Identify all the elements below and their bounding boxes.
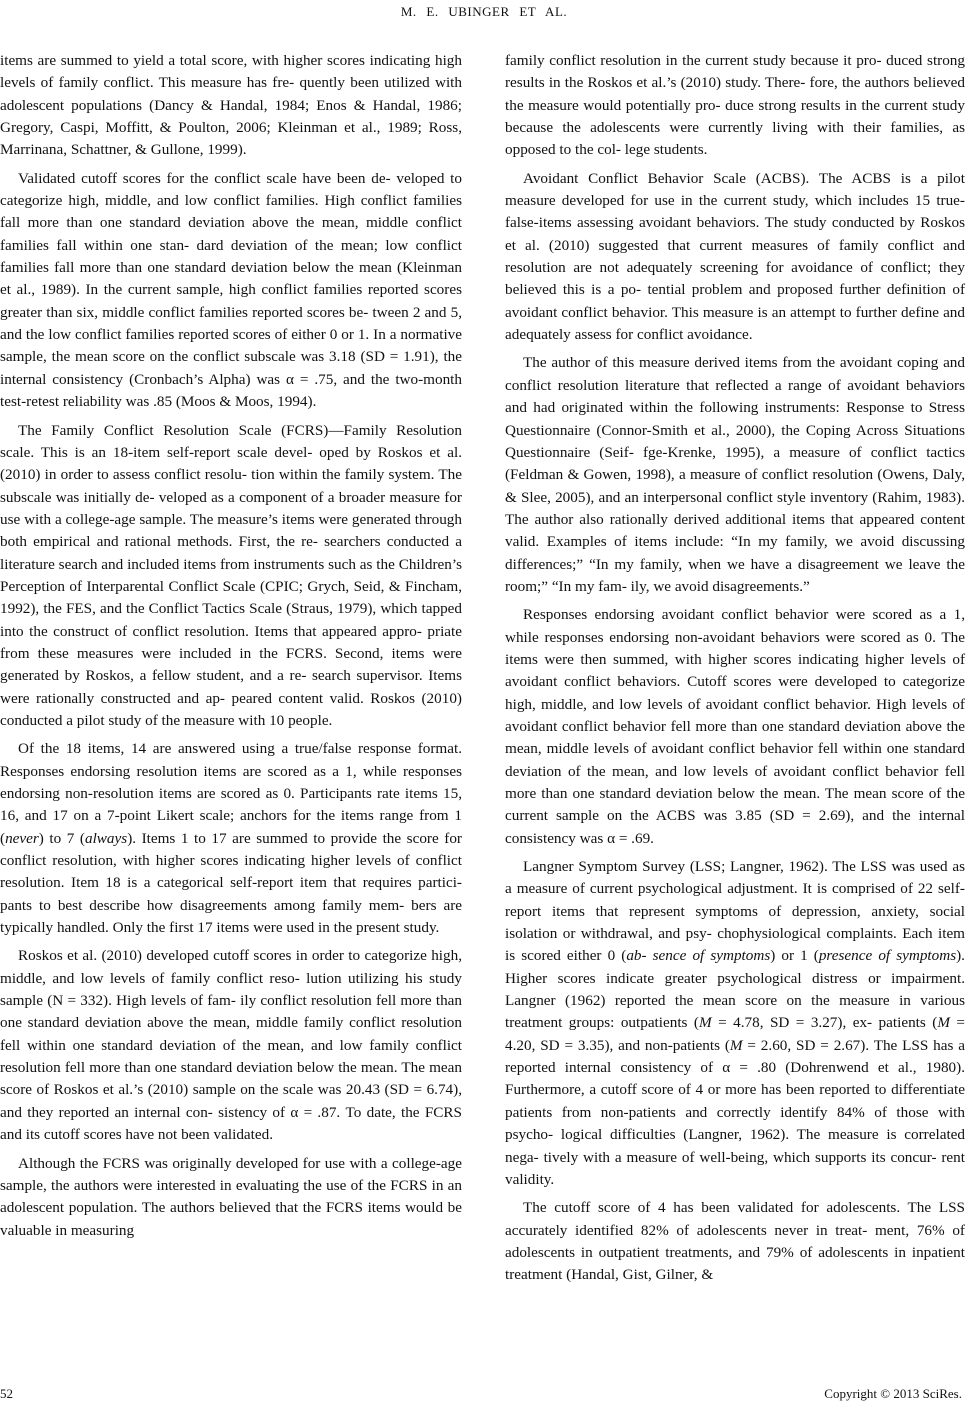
italic-term: M xyxy=(729,1036,743,1054)
text-run: = 4.20, SD = 3.35), and non-patients ( xyxy=(505,1014,965,1054)
italic-term: ab- sence of symptoms xyxy=(626,947,771,965)
paragraph xyxy=(0,738,462,939)
left-column xyxy=(0,50,462,1248)
text-run: Langner Symptom Survey (LSS; Langner, 1962). The LSS was used as a measure of current psychological adjustment. It is comprised of 22 self-report items that represent symptoms of depression, anxiety, social isolation or withdrawal, and psy- chophysiological complaints. Each item is scored either 0 ( xyxy=(505,858,965,965)
italic-term: M xyxy=(698,1014,712,1032)
italic-term: never xyxy=(5,829,39,847)
paragraph: The cutoff score of 4 has been validated for adolescents. The LSS accurately identified 82% of adolescents never in treat- ment, 76% of adolescents in outpatient treatments, and 79% of adolescents in inpatient treatment (Handal, Gist, Gilner, & xyxy=(505,1199,965,1284)
paragraph: The author of this measure derived items from the avoidant coping and conflict resolution literature that reflected a range of avoidant behaviors and had originated within the following instruments: Response to Stress Questionnaire (Connor-Smith et al., 2000), the Coping Across Situations Questionnaire (Seif- fge-Krenke, 1995), a measure of conflict tactics (Feldman & Gowen, 1998), a measure of conflict resolution (Owens, Daly, & Slee, 2005), and an interpersonal conflict style inventory (Rahim, 1983). The author also rationally derived additional items that appeared content valid. Examples of items include: “In my family, we avoid discussing differences;” “In my family, when we have a disagreement we leave the room;” “In my fam- ily, we avoid disagreements.” xyxy=(505,354,965,595)
page-number: 52 xyxy=(0,1386,13,1401)
paragraph xyxy=(505,856,965,1191)
text-run: ) or 1 ( xyxy=(770,947,819,965)
text-run: Of the 18 items, 14 are answered using a true/false response format. Responses endorsing resolution items are scored as a 1, while responses endorsing non-resolution items are scored as 0. Participants rate items 15, 16, and 17 on a 7-point Likert scale; anchors for the items range from 1 ( xyxy=(0,740,462,847)
paragraph: family conflict resolution in the current study because it pro- duced strong results in the Roskos et al.’s (2010) study. There- fore, the authors believed the measure would potentially pro- duce strong results in the current study because the adolescents were currently living with their families, as opposed to the col- lege students. xyxy=(505,52,965,159)
right-column xyxy=(505,50,965,1293)
paragraph: Although the FCRS was originally developed for use with a college-age sample, the authors were interested in evaluating the use of the FCRS in an adolescent population. The authors believed that the FCRS items would be valuable in measuring xyxy=(0,1154,462,1239)
paragraph: Avoidant Conflict Behavior Scale (ACBS). The ACBS is a pilot measure developed for use in the current study, which includes 15 true-false-items assessing avoidant behaviors. The study conducted by Roskos et al. (2010) suggested that current measures of family conflict and resolution are not adequately screening for avoidance of conflict; they believed this is a po- tential problem and proposed further definition of avoidant conflict behavior. This measure is an attempt to further define and adequately assess for conflict avoidance. xyxy=(505,169,965,344)
text-run: ) to 7 ( xyxy=(38,829,85,847)
paragraph: Responses endorsing avoidant conflict behavior were scored as a 1, while responses endorsing non-avoidant behaviors were scored as 0. The items were then summed, with higher scores indicating higher levels of avoidant conflict behaviors. Cutoff scores were developed to categorize high, middle, and low levels of avoidant conflict behavior. High levels of avoidant conflict behavior fell more than one standard deviation above the mean, middle levels of avoidant conflict behavior fell within one standard deviation of the mean, and low levels of avoidant conflict behavior fell more than one standard deviation below the mean. The mean score of the current sample on the ACBS was 3.85 (SD = 2.69), and the internal consistency was α = .69. xyxy=(505,606,965,847)
text-run: = 2.60, SD = 2.67). The LSS has a reported internal consistency of α = .80 (Dohrenwend et al., 1980). Furthermore, a cutoff score of 4 or more has been reported to differentiate patients from non-patients and correctly identify 84% of those with psycho- logical difficulties (Langner, 1962). The measure is correlated nega- tively with a measure of well-being, which supports its concur- rent validity. xyxy=(505,1036,965,1188)
paragraph: Validated cutoff scores for the conflict scale have been de- veloped to categorize high, middle, and low conflict families. High conflict families fall more than one standard deviation above the mean, middle conflict families fall within one stan- dard deviation of the mean; low conflict families fall more than one standard deviation below the mean (Kleinman et al., 1989). In the current sample, high conflict families reported scores greater than six, middle conflict families reported scores be- tween 2 and 5, and the low conflict families reported scores of either 0 or 1. In a normative sample, the mean score on the conflict subscale was 3.18 (SD = 1.91), the internal consistency (Cronbach’s Alpha) was α = .75, and the two-month test-retest reliability was .85 (Moos & Moos, 1994). xyxy=(0,169,462,411)
text-run: ). Higher scores indicate greater psychological distress or impairment. Langner (1962) reported the mean score on the measure in various treatment groups: outpatients ( xyxy=(505,947,965,1032)
italic-term: M xyxy=(937,1014,950,1032)
paragraph: Roskos et al. (2010) developed cutoff scores in order to categorize high, middle, and low levels of family conflict reso- lution utilizing his study sample (N = 332). High levels of fam- ily conflict resolution fell more than one standard deviation above the mean, middle family conflict resolution fell within one standard deviation of the mean, and low family conflict resolution fell more than one standard deviation below the mean. The mean score of Roskos et al.’s (2010) sample on the scale was 20.43 (SD = 6.74), and they reported an internal con- sistency of α = .87. To date, the FCRS and its cutoff scores have not been validated. xyxy=(0,947,462,1144)
copyright-notice: Copyright © 2013 SciRes. xyxy=(824,1386,962,1401)
paragraph: items are summed to yield a total score, with higher scores indicating high levels of family conflict. This measure has fre- quently been utilized with adolescent populations (Dancy & Handal, 1984; Enos & Handal, 1986; Gregory, Caspi, Moffitt, & Poulton, 2006; Kleinman et al., 1989; Ross, Marrinana, Schattner, & Gullone, 1999). xyxy=(0,52,462,159)
italic-term: always xyxy=(84,829,128,847)
paragraph: The Family Conflict Resolution Scale (FCRS)—Family Resolution scale. This is an 18-item self-report scale devel- oped by Roskos et al. (2010) in order to assess conflict resolu- tion within the family system. The subscale was initially de- veloped as a component of a broader measure for use with a college-age sample. The measure’s items were generated through both empirical and rational methods. First, the re- searchers conducted a literature search and included items from instruments such as the Children’s Perception of Interparental Conflict Scale (CPIC; Grych, Seid, & Fincham, 1992), the FES, and the Conflict Tactics Scale (Straus, 1979), which tapped into the construct of conflict resolution. Items that appeared appro- priate from these measures were included in the FCRS. Second, items were generated by Roskos, a fellow student, and a re- search supervisor. Items were rationally constructed and ap- peared content valid. Roskos (2010) conducted a pilot study of the measure with 10 people. xyxy=(0,421,462,729)
text-run: ). Items 1 to 17 are summed to provide the score for conflict resolution, with higher scores indicating higher levels of conflict resolution. Item 18 is a categorical self-report item that requires partici- pants to best describe how disagreements among family mem- bers are typically handled. Only the first 17 items were used in the present study. xyxy=(0,829,462,937)
text-run: = 4.78, SD = 3.27), ex- patients ( xyxy=(711,1014,938,1032)
running-head: M. E. UBINGER ET AL. xyxy=(400,4,568,19)
italic-term: presence of symptoms xyxy=(818,947,957,965)
